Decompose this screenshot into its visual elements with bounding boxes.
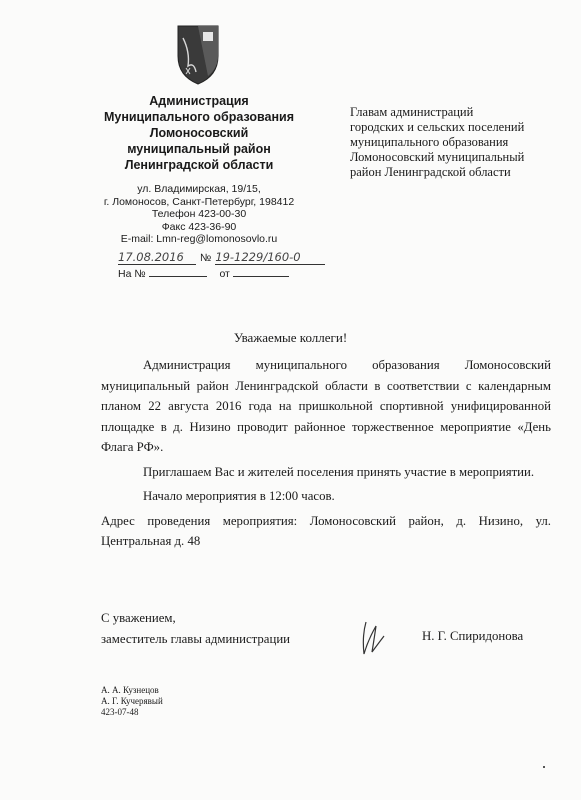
reply-reference-line — [118, 265, 289, 280]
greeting: Уважаемые коллеги! — [233, 330, 348, 345]
sender-org-line: Ленинградской области — [124, 158, 274, 172]
email: E-mail: Lmn-reg@lomonosovlo.ru — [120, 233, 278, 245]
registration-date: 17.08.2016 — [118, 250, 196, 265]
recipient-block — [350, 105, 570, 180]
recipient-line: район Ленинградской области — [350, 165, 511, 179]
executor-phone: 423-07-48 — [101, 707, 139, 717]
signatory-position: заместитель главы администрации — [101, 632, 291, 646]
recipient-line: Ломоносовский муниципальный — [350, 150, 525, 164]
registration-line — [118, 248, 325, 266]
sender-org-line: Администрация — [149, 94, 249, 108]
address-street: ул. Владимирская, 19/15, — [137, 183, 261, 195]
address-city: г. Ломоносов, Санкт-Петербург, 198412 — [103, 195, 295, 208]
reply-date-blank — [233, 265, 289, 277]
coat-of-arms-emblem — [174, 22, 222, 86]
sender-organization — [94, 93, 304, 173]
phone: Телефон 423-00-30 — [151, 208, 247, 220]
handwritten-signature — [354, 616, 392, 660]
number-symbol: № — [200, 252, 212, 264]
body-paragraph-announcement: Администрация муниципального образования Ломоносовский муниципальный район Ленинградской области в соответствии с календарным планом 22 августа 2016 года на пришкольной спортивной унифицированной площадке в д. Низино проводит районное торжественное мероприятие «День Флага РФ». — [101, 358, 551, 454]
signatory-name: Н. Г. Спиридонова — [422, 629, 524, 643]
closing-block — [101, 608, 290, 650]
scan-speck — [543, 766, 545, 768]
executor-name: А. А. Кузнецов — [101, 685, 159, 695]
sender-org-line: Муниципального образования — [103, 110, 295, 124]
recipient-line: городских и сельских поселений — [350, 120, 525, 134]
fax: Факс 423-36-90 — [161, 220, 237, 233]
sender-org-line: Ломоносовский — [149, 126, 249, 140]
reply-number-blank — [149, 265, 207, 277]
reply-date-label: от — [219, 268, 230, 280]
letter-body — [101, 355, 551, 552]
registration-number: 19-1229/160-0 — [215, 250, 325, 265]
body-paragraph-address: Адрес проведения мероприятия: Ломоносовский район, д. Низино, ул. Центральная д. 48 — [101, 513, 551, 548]
recipient-line: муниципального образования — [350, 135, 509, 149]
body-paragraph-invitation: Приглашаем Вас и жителей поселения принять участие в мероприятии. — [143, 464, 535, 479]
reply-number-label: На № — [118, 268, 146, 280]
executors-block — [101, 685, 163, 718]
closing-regards: С уважением, — [101, 611, 176, 625]
executor-name: А. Г. Кучерявый — [101, 696, 163, 706]
recipient-line: Главам администраций — [350, 105, 474, 119]
sender-contacts — [88, 183, 310, 246]
body-paragraph-start-time: Начало мероприятия в 12:00 часов. — [143, 489, 335, 503]
sender-org-line: муниципальный район — [127, 142, 271, 156]
